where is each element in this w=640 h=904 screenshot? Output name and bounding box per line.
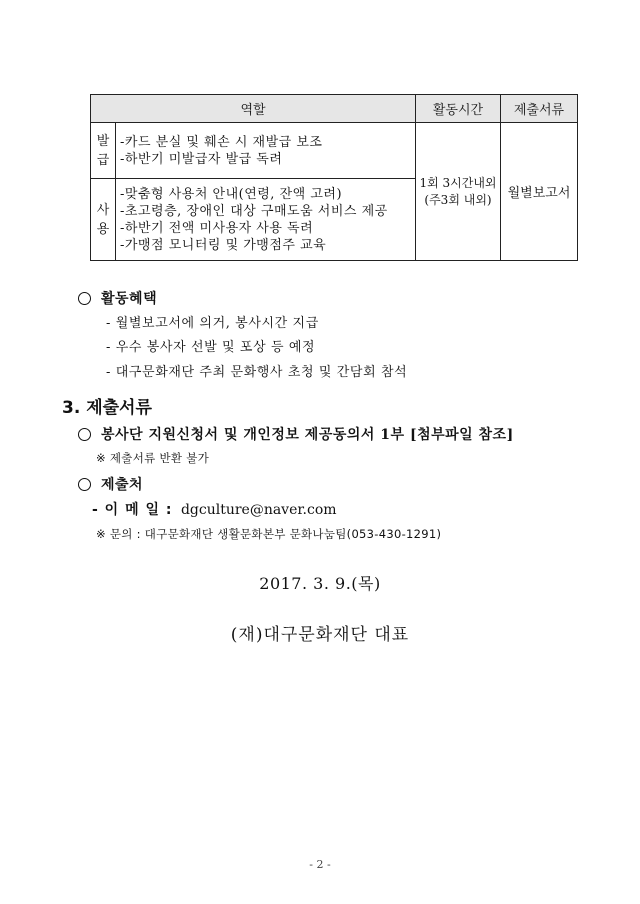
task-item: -카드 분실 및 훼손 시 재발급 보조 [120,134,323,150]
required-docs-text: 봉사단 지원신청서 및 개인정보 제공동의서 1부 [첨부파일 참조] [101,427,514,443]
required-docs-item [78,424,514,444]
circle-bullet-icon [78,428,91,441]
signature: (재)대구문화재단 대표 [230,625,410,645]
section-title: 3. 제출서류 [62,398,152,418]
benefits-title: 활동혜택 [101,291,158,307]
header-role: 역할 [91,95,416,123]
header-docs: 제출서류 [501,95,578,123]
submit-to-title: 제출처 [101,477,144,493]
submit-to-heading [78,474,143,494]
activity-time-line-1: 1회 3시간내외 [419,175,497,190]
table-header-row [91,95,578,123]
role-table [90,94,578,261]
task-item: -하반기 미발급자 발급 독려 [120,151,283,167]
benefit-item: - 우수 봉사자 선발 및 포상 등 예정 [106,340,316,355]
email-label: - 이 메 일 : [92,502,173,518]
category-issue-char-2: 급 [96,152,110,168]
benefit-item: - 대구문화재단 주최 문화행사 초청 및 간담회 참석 [106,365,408,380]
activity-time [416,123,501,261]
category-use-char-1: 사 [96,202,110,218]
task-item: -가맹점 모니터링 및 가맹점주 교육 [120,237,327,253]
tasks-use [116,179,416,261]
return-note: ※ 제출서류 반환 불가 [96,451,210,465]
category-issue [91,123,116,179]
page-number: - 2 - [309,858,331,871]
circle-bullet-icon [78,292,91,305]
benefit-item: - 월별보고서에 의거, 봉사시간 지급 [106,316,319,331]
circle-bullet-icon [78,478,91,491]
task-item: -하반기 전액 미사용자 사용 독려 [120,220,314,236]
activity-time-line-2: (주3회 내외) [424,192,492,207]
email-line [92,499,337,519]
tasks-issue [116,123,416,179]
table-row-issue [91,123,578,179]
category-use-char-2: 용 [96,221,110,237]
header-time: 활동시간 [416,95,501,123]
document-date: 2017. 3. 9.(목) [259,574,381,593]
benefits-heading [78,288,157,308]
submission-docs: 월별보고서 [501,123,578,261]
contact-info: ※ 문의 : 대구문화재단 생활문화본부 문화나눔팀(053-430-1291) [96,527,442,541]
email-address: dgculture@naver.com [180,502,337,518]
category-issue-char-1: 발 [96,133,110,149]
task-item: -초고령층, 장애인 대상 구매도움 서비스 제공 [120,203,388,219]
task-item: -맞춤형 사용처 안내(연령, 잔액 고려) [120,186,343,202]
category-use [91,179,116,261]
